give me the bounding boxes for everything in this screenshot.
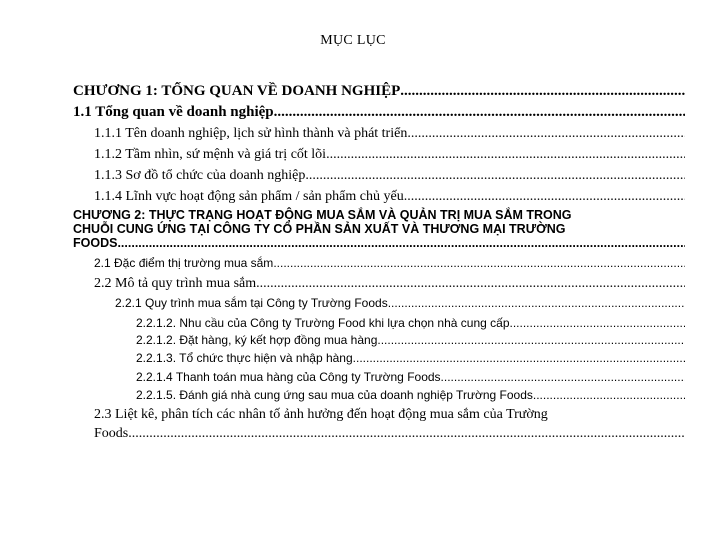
toc-entry-2-1 xyxy=(94,256,685,271)
toc-entry-label: 1.1.3 Sơ đồ tổ chức của doanh nghiệp xyxy=(94,168,306,183)
toc-entry-2-2-1-2 xyxy=(136,316,685,331)
toc-entry-1-1-4 xyxy=(94,188,685,205)
dot-leader xyxy=(256,275,685,292)
toc-entry-label: 2.1 Đặc điểm thị trường mua sắm xyxy=(94,256,274,270)
toc-entry-1-1-2 xyxy=(94,146,685,163)
toc-entry-label: 1.1.1 Tên doanh nghiệp, lịch sử hình thành và phát triển xyxy=(94,126,408,141)
dot-leader xyxy=(353,351,685,366)
toc-entry-2-2-1 xyxy=(115,296,685,311)
toc-entry-label: 2.2.1.5. Đánh giá nhà cung ứng sau mua của doanh nghiệp Trường Foods xyxy=(136,388,533,402)
dot-leader xyxy=(407,125,685,142)
toc-entry-2-2-1-5 xyxy=(136,388,685,403)
toc-entry-chapter-1 xyxy=(73,82,685,100)
toc-entry-1-1-1 xyxy=(94,125,685,142)
toc-entry-2-3-line-1: 2.3 Liệt kê, phân tích các nhân tố ảnh hưởng đến hoạt động mua sắm của Trường xyxy=(94,407,548,422)
toc-entry-label: 2.2 Mô tả quy trình mua sắm xyxy=(94,276,257,291)
toc-entry-label: 1.1.4 Lĩnh vực hoạt động sản phẩm / sản phẩm chủ yếu xyxy=(94,189,404,204)
toc-entry-2-2-1-3 xyxy=(136,351,685,366)
dot-leader xyxy=(377,333,685,348)
toc-entry-label: 2.2.1.3. Tổ chức thực hiện và nhập hàng xyxy=(136,351,353,365)
toc-entry-label: 2.2.1.2. Nhu cầu của Công ty Trường Food khi lựa chọn nhà cung cấp xyxy=(136,316,510,330)
toc-entry-chapter-2-line-2: CHUỖI CUNG ỨNG TẠI CÔNG TY CỔ PHẦN SẢN XUẤT VÀ THƯƠNG MẠI TRƯỜNG xyxy=(73,222,566,236)
dot-leader xyxy=(117,236,685,250)
toc-entry-chapter-2-line-1: CHƯƠNG 2: THỰC TRẠNG HOẠT ĐỘNG MUA SẮM VÀ QUẢN TRỊ MUA SẮM TRONG xyxy=(73,208,572,222)
dot-leader xyxy=(326,146,685,163)
toc-entry-label: 2.2.1.2. Đặt hàng, ký kết hợp đồng mua hàng xyxy=(136,333,378,347)
toc-entry-label: Foods xyxy=(94,426,129,441)
toc-entry-label: 2.2.1 Quy trình mua sắm tại Công ty Trường Foods xyxy=(115,296,388,310)
dot-leader xyxy=(305,167,685,184)
dot-leader xyxy=(273,256,685,271)
dot-leader xyxy=(441,370,685,385)
dot-leader xyxy=(128,425,685,442)
toc-entry-label: FOODS xyxy=(73,236,118,250)
toc-entry-2-2 xyxy=(94,275,685,292)
dot-leader xyxy=(388,296,685,311)
toc-entry-2-3 xyxy=(94,425,685,442)
toc-entry-1-1-3 xyxy=(94,167,685,184)
toc-entry-chapter-2 xyxy=(73,236,685,250)
dot-leader xyxy=(510,316,686,331)
dot-leader xyxy=(404,188,685,205)
dot-leader xyxy=(400,82,685,100)
toc-entry-2-2-1-2b xyxy=(136,333,685,348)
dot-leader xyxy=(274,103,685,121)
toc-entry-2-2-1-4 xyxy=(136,370,685,385)
toc-entry-label: 2.2.1.4 Thanh toán mua hàng của Công ty Trường Foods xyxy=(136,370,441,384)
toc-title: MỤC LỤC xyxy=(320,33,386,48)
toc-entry-1-1 xyxy=(73,103,685,121)
dot-leader xyxy=(533,388,685,403)
toc-entry-label: CHƯƠNG 1: TỔNG QUAN VỀ DOANH NGHIỆP xyxy=(73,83,401,99)
toc-entry-label: 1.1 Tổng quan về doanh nghiệp xyxy=(73,104,274,120)
toc-entry-label: 1.1.2 Tầm nhìn, sứ mệnh và giá trị cốt lõi xyxy=(94,147,327,162)
